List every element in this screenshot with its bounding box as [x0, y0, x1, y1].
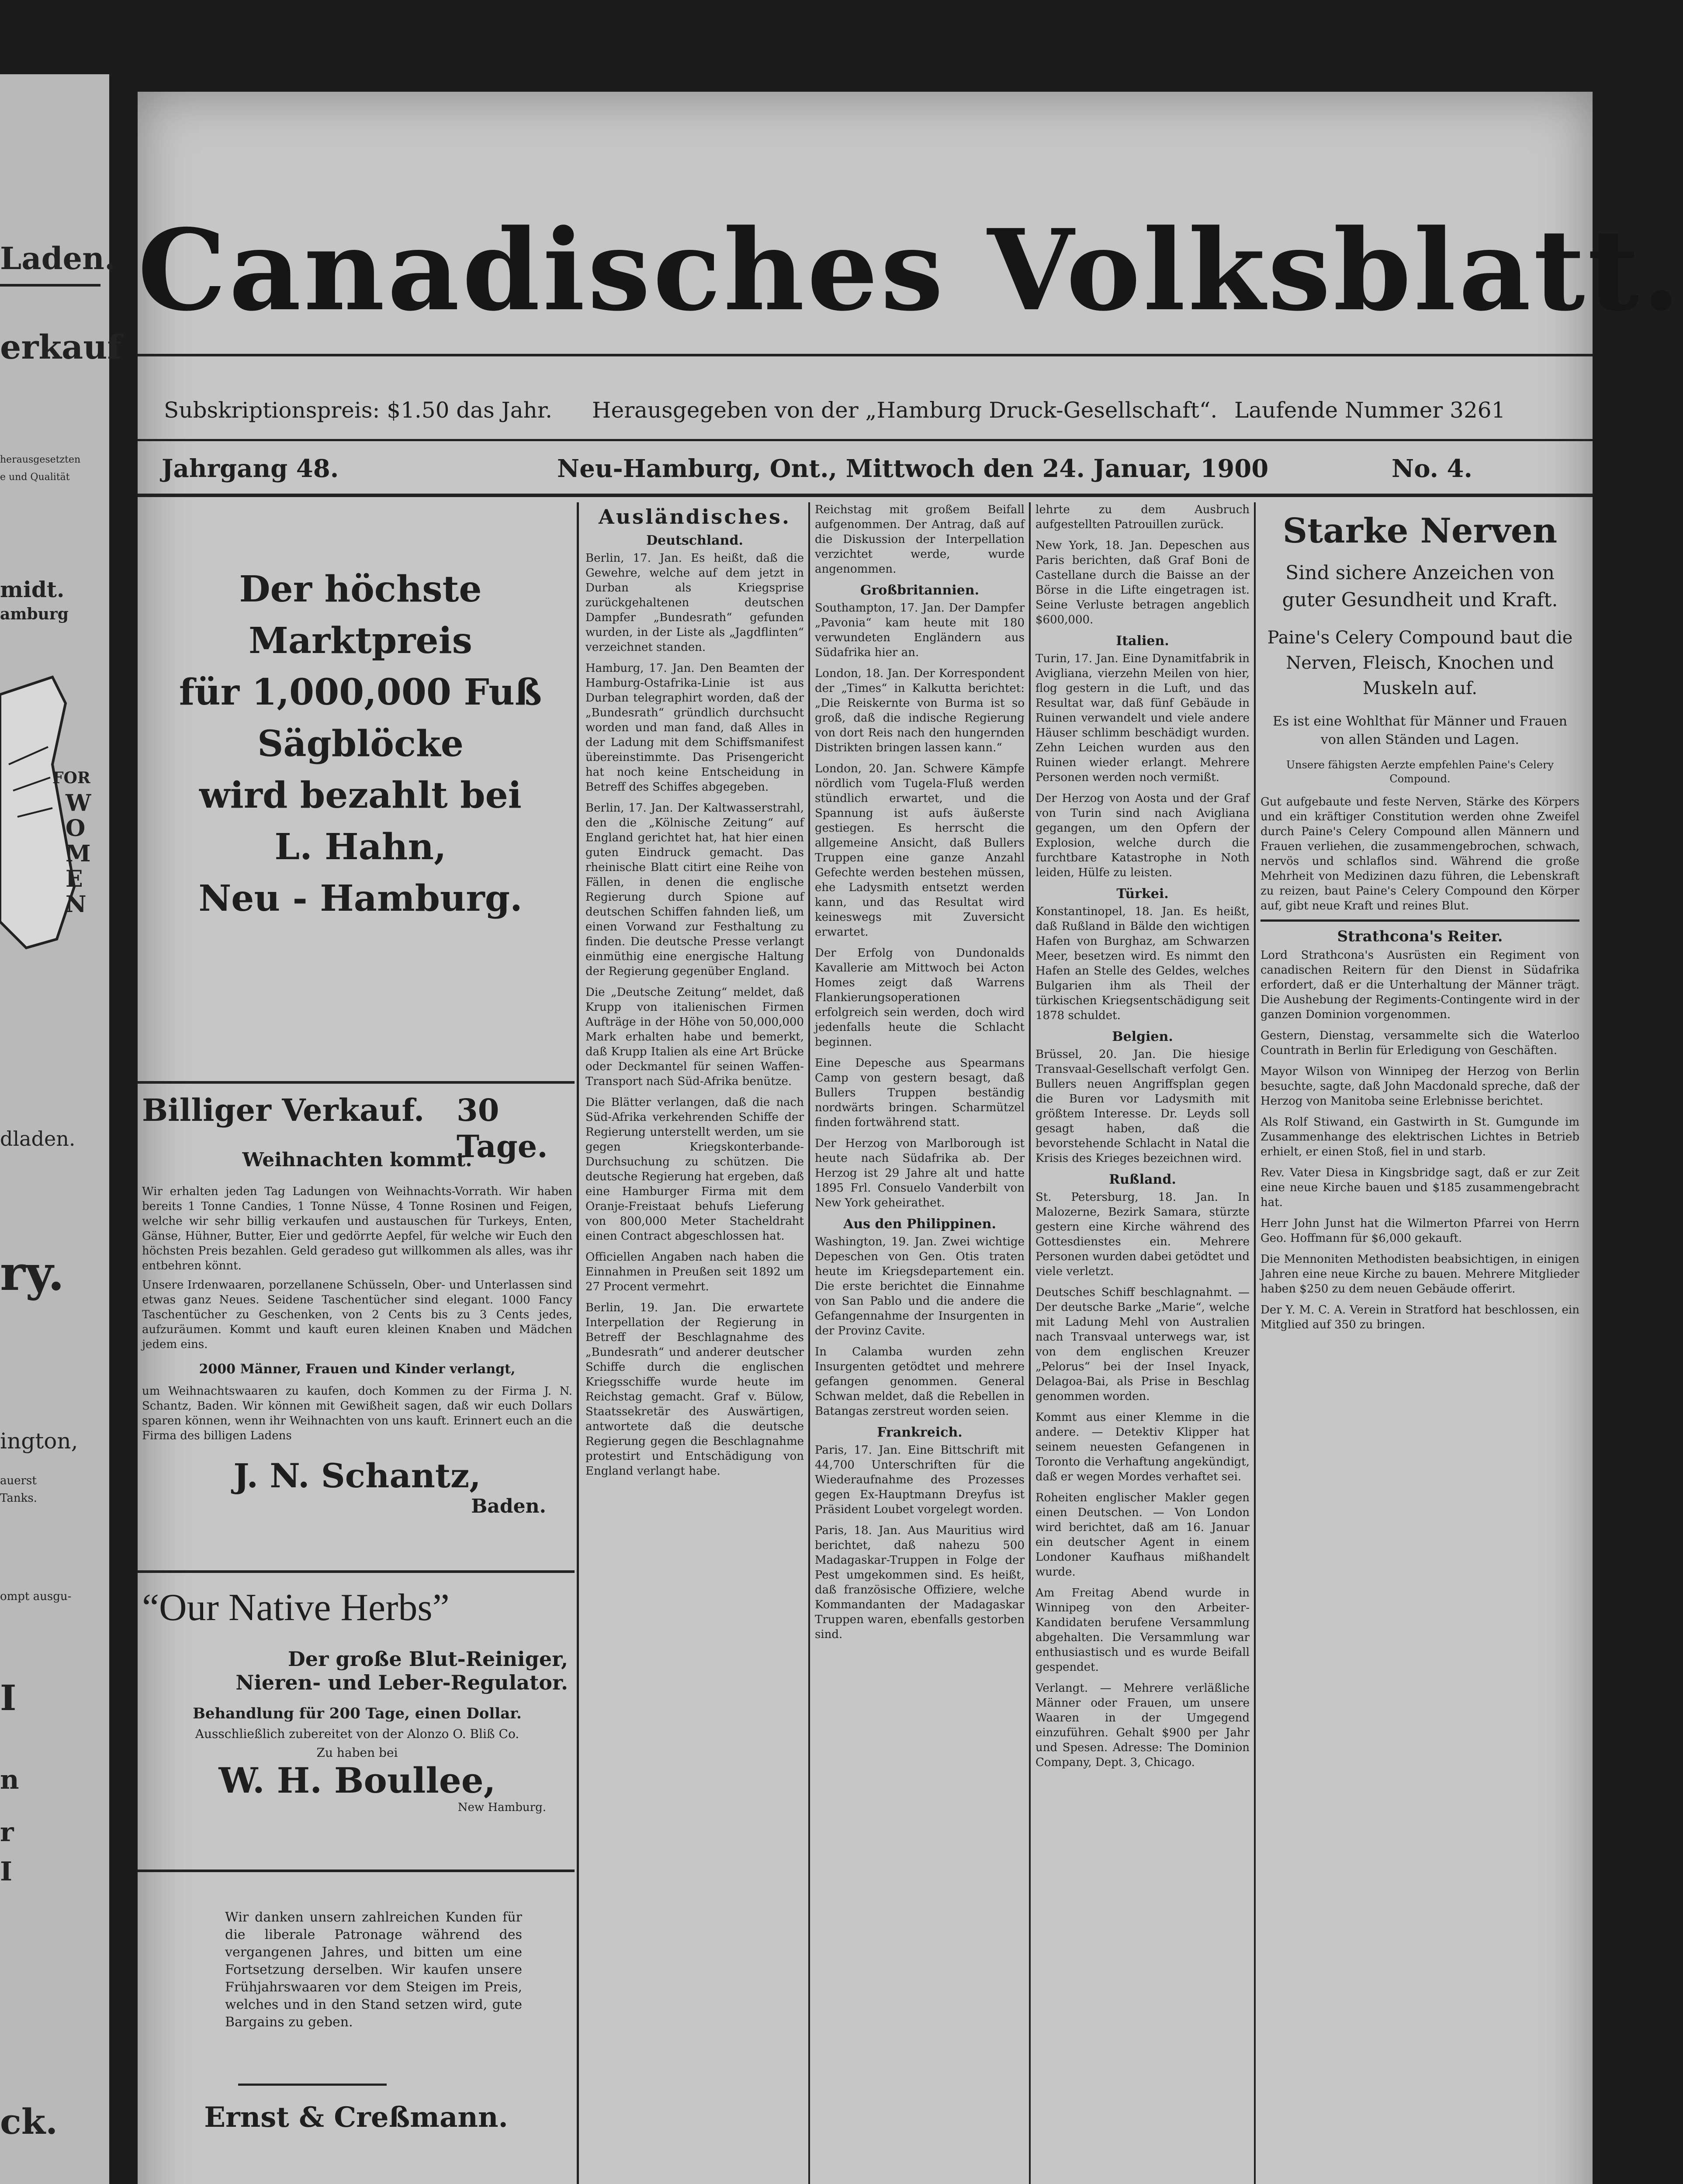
section-subheading: Aus den Philippinen.	[843, 1216, 996, 1232]
section-subheading: Rußland.	[1109, 1172, 1176, 1187]
article-paragraph: Kommt aus einer Klemme in die andere. — Detektiv Klipper hat seinem neuesten Gefangenen in Toronto die Verhaftung angekündigt, daß er wegen Mordes verhaftet sei.	[1035, 1411, 1250, 1483]
section-subheading: Frankreich.	[877, 1425, 963, 1440]
ad-divider	[238, 2084, 387, 2086]
publisher-line: Herausgegeben von der „Hamburg Druck-Gesellschaft“.	[592, 397, 1218, 423]
ad-note: Unsere fähigsten Aerzte empfehlen Paine's Celery Compound.	[1286, 759, 1554, 785]
ad-paragraph: Wir danken unsern zahlreichen Kunden für die liberale Patronage während des vergangenen Jahres, und bitten um eine Fortsetzung derselben. Wir kaufen unsere Frühjahrswaaren vor dem Steigen im Preis, welches und in den Stand setzen wird, gute Bargains zu geben.	[225, 1910, 522, 2030]
article-paragraph: lehrte zu dem Ausbruch aufgestellten Patrouillen zurück.	[1035, 503, 1250, 531]
ad-line: L. Hahn,	[274, 826, 447, 868]
article-paragraph: St. Petersburg, 18. Jan. In Malozerne, Bezirk Samara, stürzte gestern eine Kirche während des Gottesdienstes ein. Mehrere Personen wurden dabei getödtet und viele verletzt.	[1035, 1191, 1250, 1278]
fragment-text: WOMEN	[66, 790, 91, 918]
fragment-text: ompt ausgu-	[0, 1590, 72, 1603]
article-paragraph: New York, 18. Jan. Depeschen aus Paris berichten, daß Graf Boni de Castellane durch die Baisse an der Börse in die Lifte eingetragen ist. Seine Verluste betragen angeblich $600,000.	[1035, 539, 1250, 626]
article-column	[815, 502, 1025, 2184]
fragment-text: ington,	[0, 1428, 78, 1454]
article-paragraph: In Calamba wurden zehn Insurgenten getödtet und mehrere gefangen genommen. General Schwan meldet, daß die Rebellen in Batangas zerstreut worden seien.	[815, 1345, 1025, 1418]
article-paragraph: Mayor Wilson von Winnipeg der Herzog von Berlin besuchte, sagte, daß John Macdonald spreche, daß der Herzog von Manitoba seine Erlebnisse berichtet.	[1261, 1065, 1579, 1108]
article-paragraph: Der Herzog von Marlborough ist heute nach Südafrika ab. Der Herzog ist 29 Jahre alt und hatte 1895 Frl. Consuelo Vanderbilt von New York geheirathet.	[815, 1137, 1025, 1209]
article-paragraph: Hamburg, 17. Jan. Den Beamten der Hamburg-Ostafrika-Linie ist aus Durban telegraphirt worden, daß der „Bundesrath“ gründlich durchsucht worden und man fand, daß Alles in der Ladung mit dem Schiffsmanifest übereinstimmte. Das Prisengericht hat noch keine Entscheidung in Betreff des Schiffes abgegeben.	[585, 662, 804, 794]
article-paragraph: Berlin, 17. Jan. Der Kaltwasserstrahl, den die „Kölnische Zeitung“ auf England gerichtet hat, hat hier einen guten Eindruck gemacht. Das rheinische Blatt citirt eine Reihe von Fällen, in denen die englische Regierung durch Spione auf deutschen Schiffen fahnden ließ, um einen Vorwand zur Festhaltung zu finden. Die deutsche Presse verlangt einmüthig eine energische Haltung der Regierung gegenüber England.	[585, 802, 804, 978]
article-paragraph: Paris, 17. Jan. Eine Bittschrift mit 44,700 Unterschriften für die Wiederaufnahme des Prozesses gegen Ex-Hauptmann Dreyfus ist Präsident Loubet vorgelegt worden.	[815, 1444, 1025, 1516]
column-divider	[1029, 502, 1031, 2184]
ad-title: Starke Nerven	[1282, 511, 1558, 551]
dateline-rule	[138, 494, 1593, 497]
ad-paragraph: Wir erhalten jeden Tag Ladungen von Weihnachts-Vorrath. Wir haben bereits 1 Tonne Candies, 1 Tonne Nüsse, 4 Tonne Rosinen und Feigen, welche wir sehr billig verkaufen und austauschen für Turkeys, Enten, Gänse, Hühner, Butter, Eier und gedörrte Aepfel, für welche wir Euch den höchsten Preis bezahlen. Geld geradeso gut willkommen als alles, was ihr entbehren könnt.	[142, 1185, 572, 1272]
article-paragraph: Berlin, 19. Jan. Die erwartete Interpellation der Regierung in Betreff der Beschlagnahme des „Bundesrath“ und anderer deutscher Schiffe durch die englischen Kriegsschiffe wurde heute im Reichstag gemacht. Graf v. Bülow, Staatssekretär des Auswärtigen, antwortete daß die deutsche Regierung gegen die Beschlagnahme protestirt und Entschädigung von England verlangt habe.	[585, 1301, 804, 1478]
article-paragraph: Paris, 18. Jan. Aus Mauritius wird berichtet, daß nahezu 500 Madagaskar-Truppen in Folge der Pest umgekommen sind. Es heißt, daß französische Offiziere, welche Kommandanten der Madagaskar Truppen waren, ebenfalls gestorben sind.	[815, 1524, 1025, 1641]
section-heading: Ausländisches.	[599, 505, 791, 529]
article-column	[1261, 502, 1579, 2184]
issue-number: No. 4.	[1392, 454, 1473, 483]
article-paragraph: Die Mennoniten Methodisten beabsichtigen, in einigen Jahren eine neue Kirche zu bauen. Mehrere Mitglieder haben $250 zu dem neuen Gebäude offerirt.	[1261, 1253, 1579, 1296]
section-subheading: Türkei.	[1116, 886, 1169, 902]
article-paragraph: Officiellen Angaben nach haben die Einnahmen in Preußen seit 1892 um 27 Procent vermehrt.	[585, 1251, 804, 1293]
fragment-text: dladen.	[0, 1127, 76, 1151]
article-paragraph: Reichstag mit großem Beifall aufgenommen. Der Antrag, daß auf die Diskussion der Interpellation verzichtet werde, wurde angenommen.	[815, 503, 1025, 576]
column-divider	[577, 502, 579, 2184]
section-divider	[1261, 919, 1579, 922]
ad-place: Baden.	[471, 1495, 546, 1517]
article-paragraph: London, 20. Jan. Schwere Kämpfe nördlich vom Tugela-Fluß werden stündlich erwartet, und die Spannung ist aufs äußerste gestiegen. Es herrscht die allgemeine Ansicht, daß Bullers Truppen eine ganze Anzahl Gefechte werden bestehen müssen, ehe Ladysmith entsetzt werden kann, und das Resultat wird keineswegs mit Zuversicht erwartet.	[815, 762, 1025, 939]
article-column	[585, 502, 804, 2184]
ad-line: Ausschließlich zubereitet von der Alonzo O. Bliß Co.	[195, 1727, 519, 1741]
masthead-rule	[138, 354, 1593, 356]
article-paragraph: Brüssel, 20. Jan. Die hiesige Transvaal-Gesellschaft verfolgt Gen. Bullers neuen Angriffsplan gegen die Buren vor Ladysmith mit größtem Interesse. Dr. Leyds soll gesagt haben, daß die bevorstehende Schlacht in Natal die Krisis des Krieges bezeichnen wird.	[1035, 1048, 1250, 1165]
hahn-advertisement	[155, 563, 566, 1061]
article-paragraph: Roheiten englischer Makler gegen einen Deutschen. — Von London wird berichtet, daß am 16. Januar ein deutscher Agent in einem Londoner Kaufhaus mißhandelt wurde.	[1035, 1491, 1250, 1579]
volume-number: Jahrgang 48.	[162, 454, 339, 483]
article-column	[1035, 502, 1250, 2184]
article-paragraph: Deutsches Schiff beschlagnahmt. — Der deutsche Barke „Marie“, welche mit Ladung Mehl von Australien nach Transvaal unterwegs war, ist von dem englischen Kreuzer „Pelorus“ bei der Insel Inyack, Delagoa-Bai, als Prise in Beschlag genommen worden.	[1035, 1286, 1250, 1403]
ad-line: Der höchste Marktpreis	[239, 568, 482, 662]
masthead-title: Canadisches Volksblatt.	[138, 205, 1683, 336]
ad-line: Sägblöcke	[257, 723, 464, 765]
article-paragraph: Herr John Junst hat die Wilmerton Pfarrei von Herrn Geo. Hoffmann für $6,000 gekauft.	[1261, 1217, 1579, 1245]
article-paragraph: Gestern, Dienstag, versammelte sich die Waterloo Countrath in Berlin für Erledigung von Geschäften.	[1261, 1029, 1579, 1057]
ad-days: 30 Tage.	[457, 1092, 548, 1165]
article-paragraph: Der Erfolg von Dundonalds Kavallerie am Mittwoch bei Acton Homes zeigt daß Warrens Flankierungsoperationen erfolgreich sein werden, doch wird jedenfalls heute die Schlacht beginnen.	[815, 947, 1025, 1049]
ad-headline: 2000 Männer, Frauen und Kinder verlangt,	[199, 1362, 516, 1377]
serial-number: Laufende Nummer 3261	[1234, 397, 1506, 423]
info-rule	[138, 439, 1593, 441]
adjacent-page-fragment	[0, 74, 122, 2184]
fragment-text: amburg	[0, 605, 69, 623]
ad-divider	[138, 1570, 575, 1573]
article-paragraph: Berlin, 17. Jan. Es heißt, daß die Gewehre, welche auf dem jetzt in Durban als Kriegsprise zurückgehaltenen deutschen Dampfer „Bundesrath“ gefunden wurden, in der Liste als „Jagdflinten“ verzeichnet standen.	[585, 552, 804, 654]
ad-signature: J. N. Schantz,	[233, 1456, 481, 1495]
ad-line: Neu - Hamburg.	[198, 878, 523, 919]
fragment-text: I	[0, 1856, 13, 1887]
article-paragraph: Lord Strathcona's Ausrüsten ein Regiment von canadischen Reitern für den Dienst in Südafrika erfordert, daß er die Unterhaltung der Männer trägt. Die Aushebung der Regiments-Contingente wird in der ganzen Dominion vorgenommen.	[1261, 949, 1579, 1021]
thanks-advertisement	[225, 1909, 522, 2066]
fragment-text: Tanks.	[0, 1492, 37, 1505]
section-subheading: Italien.	[1116, 633, 1169, 649]
ad-line: für 1,000,000 Fuß	[179, 671, 542, 713]
article-paragraph: Turin, 17. Jan. Eine Dynamitfabrik in Avigliana, vierzehn Meilen von hier, flog gestern in die Luft, und das Resultat war, daß fünf Gebäude in Ruinen verwandelt und viele andere Häuser schlimm beschädigt wurden. Zehn Leichen wurden aus den Ruinen wieder erlangt. Mehrere Personen werden noch vermißt.	[1035, 652, 1250, 784]
ad-note: Es ist eine Wohlthat für Männer und Frauen von allen Ständen und Lagen.	[1272, 714, 1567, 747]
article-paragraph: Eine Depesche aus Spearmans Camp von gestern besagt, daß Bullers Truppen beständig nordwärts bringen. Scharmützel finden fortwährend statt.	[815, 1057, 1025, 1129]
ad-line: wird bezahlt bei	[199, 774, 522, 816]
ad-line: Nieren- und Leber-Regulator.	[235, 1671, 568, 1694]
article-paragraph: Der Y. M. C. A. Verein in Stratford hat beschlossen, ein Mitglied auf 350 zu bringen.	[1261, 1303, 1579, 1331]
ad-agent: W. H. Boullee,	[218, 1760, 496, 1801]
ad-title: Billiger Verkauf.	[142, 1092, 425, 1128]
section-subheading: Belgien.	[1112, 1029, 1173, 1044]
article-paragraph: Konstantinopel, 18. Jan. Es heißt, daß Rußland in Bälde den wichtigen Hafen von Burghaz, am Schwarzen Meer, besetzen wird. Es nimmt den Hafen an Stelle des Geldes, welches Bulgarien ihm als Theil der türkischen Kriegsentschädigung seit 1878 schuldet.	[1035, 905, 1250, 1022]
ad-lead: Paine's Celery Compound baut die Nerven, Fleisch, Knochen und Muskeln auf.	[1267, 628, 1573, 698]
fragment-text: n	[0, 1765, 19, 1795]
article-paragraph: Als Rolf Stiwand, ein Gastwirth in St. Gumgunde im Zusammenhange des elektrischen Lichtes in Betrieb erhielt, er einen Stoß, fiel in und starb.	[1261, 1116, 1579, 1158]
ad-line: Behandlung für 200 Tage, einen Dollar.	[193, 1705, 522, 1722]
ad-paragraph: Gut aufgebaute und feste Nerven, Stärke des Körpers und ein kräftiger Constitution werden ohne Zweifel durch Paine's Celery Compound allen Männern und Frauen verliehen, die zusammengebrochen, schwach, nervös und schlaflos sind. Während die große Mehrheit von Medizinen dazu führen, die Lebenskraft zu reizen, baut Paine's Celery Compound den Körper auf, gibt neue Kraft und reines Blut.	[1261, 795, 1579, 912]
ad-divider	[138, 1081, 575, 1084]
ad-subtitle: Sind sichere Anzeichen von guter Gesundheit und Kraft.	[1282, 562, 1558, 611]
newspaper-page	[138, 92, 1683, 2184]
fragment-text: Laden.	[0, 240, 115, 276]
fragment-text: I	[0, 1677, 17, 1718]
fragment-text: midt.	[0, 577, 65, 602]
article-paragraph: Verlangt. — Mehrere verläßliche Männer oder Frauen, um unsere Waaren in der Umgegend einzuführen. Gehalt $900 per Jahr und Spesen. Adresse: The Dominion Company, Dept. 3, Chicago.	[1035, 1682, 1250, 1769]
article-paragraph: Die Blätter verlangen, daß die nach Süd-Afrika verkehrenden Schiffe der Regierung unterstellt werden, um sie gegen Kriegskonterbande-Durchsuchung zu schützen. Die deutsche Regierung hat ergeben, daß eine Hamburger Firma mit dem Oranje-Freistaat behufs Lieferung von 800,000 Meter Stacheldraht einen Contract abgeschlossen hat.	[585, 1096, 804, 1243]
fragment-text: ck.	[0, 2101, 58, 2142]
herbs-advertisement	[142, 1577, 572, 1865]
article-paragraph: Am Freitag Abend wurde in Winnipeg von den Arbeiter-Kandidaten berufene Versammlung abgehalten. Die Versammlung war enthusiastisch und es wurde Beifall gespendet.	[1035, 1586, 1250, 1674]
fragment-text: auerst	[0, 1474, 37, 1487]
fragment-text: ry.	[0, 1245, 65, 1301]
article-paragraph: London, 18. Jan. Der Korrespondent der „Times“ in Kalkutta berichtet: „Die Reiskernte von Burma ist so groß, daß die indische Regierung von dort Reis nach den hungernden Distrikten bringen lassen kann.“	[815, 667, 1025, 754]
fragment-text: herausgesetzten	[0, 454, 81, 465]
fragment-text: e und Qualität	[0, 472, 70, 483]
fragment-text: FOR	[52, 769, 90, 787]
section-subheading: Deutschland.	[646, 533, 743, 548]
column-divider	[808, 502, 810, 2184]
schantz-advertisement	[142, 1092, 572, 1555]
fragment-text: erkauf	[0, 328, 122, 366]
ad-line: Der große Blut-Reiniger,	[287, 1647, 568, 1671]
ad-divider	[138, 1870, 575, 1872]
ad-title: “Our Native Herbs”	[142, 1586, 450, 1629]
fragment-text: r	[0, 1817, 14, 1848]
article-paragraph: Der Herzog von Aosta und der Graf von Turin sind nach Avigliana gegangen, um den Opfern der Explosion, welche durch die furchtbare Katastrophe in Noth leiden, Hülfe zu leisten.	[1035, 792, 1250, 879]
ad-subtitle: Weihnachten kommt.	[242, 1149, 472, 1171]
ad-place: New Hamburg.	[457, 1801, 546, 1814]
ad-line: Zu haben bei	[316, 1745, 398, 1760]
firm-name: Ernst & Creßmann.	[204, 2101, 508, 2134]
column-divider	[1254, 502, 1256, 2184]
section-subheading: Strathcona's Reiter.	[1337, 928, 1503, 945]
article-paragraph: Die „Deutsche Zeitung“ meldet, daß Krupp von italienischen Firmen Aufträge in der Höhe von 50,000,000 Mark erhalten habe und bemerkt, daß Krupp Italien als eine Art Brücke oder Deckmantel für seinen Waffen-Transport nach Süd-Afrika benütze.	[585, 986, 804, 1088]
divider	[0, 284, 100, 287]
ad-paragraph: um Weihnachtswaaren zu kaufen, doch Kommen zu der Firma J. N. Schantz, Baden. Wir können mit Gewißheit sagen, daß wir euch Dollars sparen können, wenn ihr Weihnachten von uns kauft. Erinnert euch an die Firma des billigen Ladens	[142, 1385, 572, 1442]
subscription-price: Subskriptionspreis: $1.50 das Jahr.	[164, 397, 553, 423]
date-line: Neu-Hamburg, Ont., Mittwoch den 24. Januar, 1900	[557, 454, 1269, 483]
article-paragraph: Southampton, 17. Jan. Der Dampfer „Pavonia“ kam heute mit 180 verwundeten Engländern aus Südafrika hier an.	[815, 601, 1025, 659]
article-paragraph: Washington, 19. Jan. Zwei wichtige Depeschen von Gen. Otis traten heute im Kriegsdepartement ein. Die erste berichtet die Einnahme von San Pablo und die andere die Gefangennahme der Insurgenten in der Provinz Cavite.	[815, 1235, 1025, 1337]
article-paragraph: Rev. Vater Diesa in Kingsbridge sagt, daß er zur Zeit eine neue Kirche bauen und $185 zusammengebracht hat.	[1261, 1166, 1579, 1209]
section-subheading: Großbritannien.	[860, 583, 980, 598]
ad-paragraph: Unsere Irdenwaaren, porzellanene Schüsseln, Ober- und Unterlassen sind etwas ganz Neues. Seidene Taschentücher sind elegant. 1000 Fancy Taschentücher zu Geschenken, von 2 Cents bis zu 3 Cents jedes, aufzuräumen. Kommt und kauft euren kleinen Knaben und Mädchen jedem eins.	[142, 1279, 572, 1351]
